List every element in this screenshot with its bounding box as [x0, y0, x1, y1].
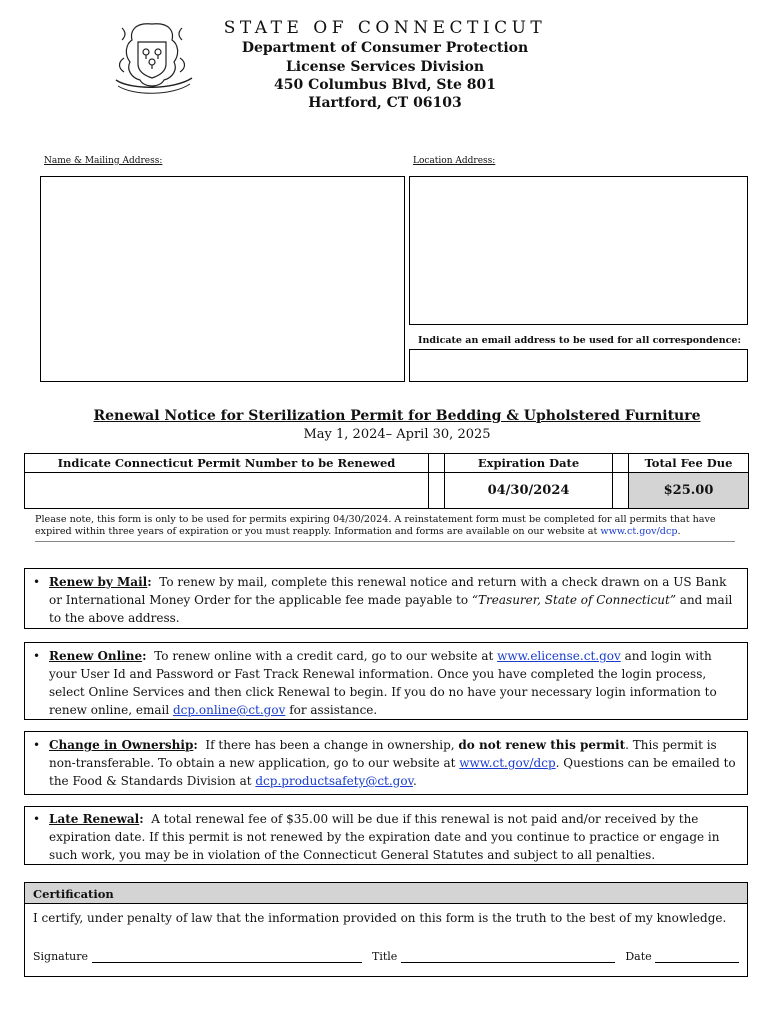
expiration-date-header: Expiration Date	[445, 454, 613, 473]
expiration-date-value: 04/30/2024	[445, 473, 613, 509]
location-address-field[interactable]	[409, 176, 748, 325]
permit-note-text: Please note, this form is only to be used for permits expiring 04/30/2024. A reinstatement form must be completed for all permits that have expired within three years of expiration or you must reapply. Information and forms are available on our website at	[35, 514, 716, 537]
header-division: License Services Division	[285, 59, 485, 75]
header-state: STATE OF CONNECTICUT	[223, 18, 547, 38]
date-label: Date	[625, 950, 652, 963]
header-address-line2: Hartford, CT 06103	[308, 95, 462, 111]
permit-table	[24, 453, 749, 509]
renewal-title: Renewal Notice for Sterilization Permit for Bedding & Upholstered Furniture	[93, 408, 701, 424]
change-in-ownership-section: • Change in Ownership: If there has been a change in ownership, do not renew this permit. This permit is non-transferable. To obtain a new application, go to our website at www.ct.gov/dcp. Questions can be emailed to the Food & Standards Division at dcp.productsafety@ct.gov.	[24, 731, 748, 795]
certification-text: I certify, under penalty of law that the information provided on this form is the truth to the best of my knowledge.	[33, 911, 727, 925]
renew-by-mail-title: Renew by Mail	[49, 575, 148, 589]
bullet-icon: •	[33, 738, 41, 752]
bullet-icon: •	[33, 812, 41, 826]
late-renewal-text: A total renewal fee of $35.00 will be due if this renewal is not paid and/or received by the expiration date. If this permit is not renewed by the expiration date and you continue to practice or engage in such work, you may be in violation of the Connecticut General Statutes and subject to all penalties.	[49, 812, 720, 862]
renew-online-text-2: and login with your User Id and Password or Fast Track Renewal information. Once you have completed the login process, select Online Services and then click Renewal to begin. If you do no have your necessary login information to renew online, email	[49, 649, 717, 717]
name-mailing-address-label: Name & Mailing Address:	[44, 156, 163, 166]
permit-number-field[interactable]	[25, 473, 429, 509]
header-address-line1: 450 Columbus Blvd, Ste 801	[273, 77, 497, 93]
certification-heading: Certification	[25, 883, 747, 904]
change-in-ownership-title: Change in Ownership	[49, 738, 194, 752]
signature-line[interactable]	[92, 962, 362, 963]
renewal-period: May 1, 2024– April 30, 2025	[303, 427, 491, 442]
renew-online-section: • Renew Online: To renew online with a credit card, go to our website at www.elicense.ct.gov and login with your User Id and Password or Fast Track Renewal information. Once you have completed the login process, select Online Services and then click Renewal to begin. If you do no have your necessary login information to renew online, email dcp.online@ct.gov for assistance.	[24, 642, 748, 720]
dcp-website-link[interactable]: www.ct.gov/dcp	[459, 756, 556, 770]
email-address-field[interactable]	[409, 349, 748, 382]
date-line[interactable]	[655, 962, 739, 963]
signature-row	[33, 950, 739, 963]
do-not-renew-text: do not renew this permit	[458, 738, 626, 752]
productsafety-email-link[interactable]: dcp.productsafety@ct.gov	[255, 774, 413, 788]
title-label: Title	[372, 950, 398, 963]
divider	[35, 541, 735, 542]
renew-online-title: Renew Online	[49, 649, 143, 663]
table-spacer	[613, 454, 629, 473]
table-spacer	[429, 473, 445, 509]
header-department: Department of Consumer Protection	[241, 40, 529, 56]
certification-section	[24, 882, 748, 977]
ownership-text-3: . Questions can be emailed to the Food & Standards Division at	[49, 756, 736, 788]
signature-label: Signature	[33, 950, 89, 963]
late-renewal-section: • Late Renewal: A total renewal fee of $35.00 will be due if this renewal is not paid and/or received by the expiration date. If this permit is not renewed by the expiration date and you continue to practice or engage in such work, you may be in violation of the Connecticut General Statutes and subject to all penalties.	[24, 806, 748, 865]
payee-name: “Treasurer, State of Connecticut”	[471, 593, 676, 607]
renew-by-mail-text: To renew by mail, complete this renewal notice and return with a check drawn on a US Bank or International Money Order for the applicable fee made payable to	[49, 575, 727, 607]
total-fee-header: Total Fee Due	[629, 454, 749, 473]
email-address-label: Indicate an email address to be used for all correspondence:	[418, 335, 741, 346]
permit-note-end: .	[677, 526, 681, 537]
dcp-website-link[interactable]: www.ct.gov/dcp	[600, 526, 678, 537]
location-address-label: Location Address:	[413, 156, 496, 166]
total-fee-value: $25.00	[629, 473, 749, 509]
permit-number-header: Indicate Connecticut Permit Number to be Renewed	[25, 454, 429, 473]
dcp-online-email-link[interactable]: dcp.online@ct.gov	[172, 703, 286, 717]
elicense-link[interactable]: www.elicense.ct.gov	[497, 649, 621, 663]
table-spacer	[613, 473, 629, 509]
table-spacer	[429, 454, 445, 473]
ownership-text-2: . This permit is non-transferable. To obtain a new application, go to our website at	[49, 738, 717, 770]
title-line[interactable]	[401, 962, 615, 963]
ownership-text: If there has been a change in ownership,	[205, 738, 459, 752]
renew-online-text: To renew online with a credit card, go to our website at	[154, 649, 498, 663]
late-renewal-title: Late Renewal	[49, 812, 140, 826]
renew-online-text-3: for assistance.	[285, 703, 378, 717]
permit-note	[35, 514, 743, 538]
bullet-icon: •	[33, 649, 41, 663]
renew-by-mail-section: • Renew by Mail: To renew by mail, complete this renewal notice and return with a check drawn on a US Bank or International Money Order for the applicable fee made payable to “Treasurer, State of Connecticut” and mail to the above address.	[24, 568, 748, 629]
renew-by-mail-text-end: and mail to the above address.	[49, 593, 733, 625]
bullet-icon: •	[33, 575, 41, 589]
name-mailing-address-field[interactable]	[40, 176, 405, 382]
ownership-text-4: .	[412, 774, 417, 788]
